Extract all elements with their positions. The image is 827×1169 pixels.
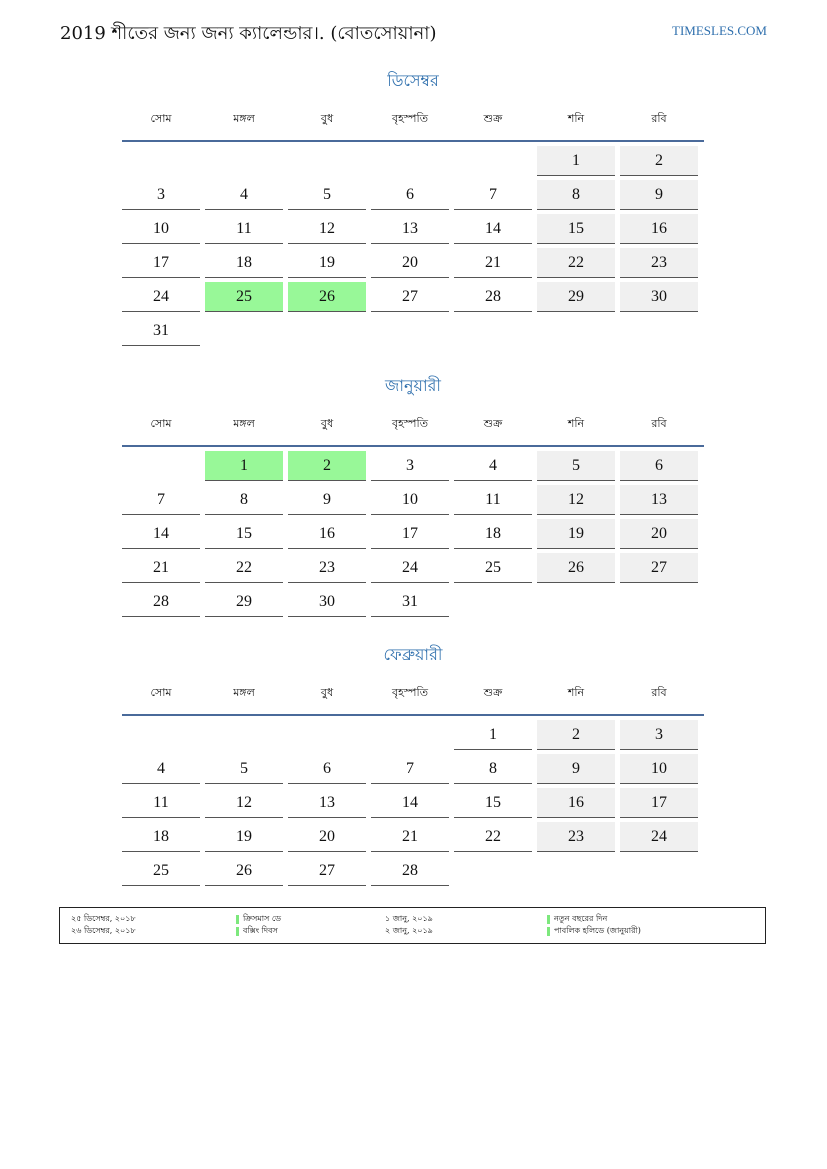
legend-holiday (236, 925, 278, 936)
day-cell: 31 (122, 316, 200, 346)
day-cell: 4 (454, 451, 532, 481)
day-cell: 26 (288, 282, 366, 312)
empty-cell (288, 316, 366, 346)
day-cell: 14 (122, 519, 200, 549)
day-cell: 27 (371, 282, 449, 312)
month-title: ডিসেম্বর (387, 71, 439, 90)
day-cell: 3 (620, 720, 698, 750)
day-cell: 21 (371, 822, 449, 852)
empty-cell (454, 316, 532, 346)
day-grid (122, 451, 704, 617)
day-cell: 9 (288, 485, 366, 515)
day-cell: 1 (537, 146, 615, 176)
legend-date: ১ জানু, ২০১৯ (385, 914, 433, 923)
day-cell: 5 (288, 180, 366, 210)
weekday-label: শনি (567, 112, 585, 125)
day-cell: 18 (205, 248, 283, 278)
legend-holiday-name: বক্সিং দিবস (243, 926, 278, 935)
empty-cell (620, 316, 698, 346)
legend-date: ২৫ ডিসেম্বর, ২০১৮ (71, 914, 136, 923)
day-cell: 6 (288, 754, 366, 784)
day-cell: 15 (537, 214, 615, 244)
day-cell: 17 (371, 519, 449, 549)
day-cell: 18 (122, 822, 200, 852)
empty-cell (537, 316, 615, 346)
day-cell: 30 (620, 282, 698, 312)
day-cell: 2 (537, 720, 615, 750)
day-cell: 23 (288, 553, 366, 583)
day-cell: 10 (620, 754, 698, 784)
day-cell: 22 (454, 822, 532, 852)
legend-holiday-name: নতুন বছরের দিন (554, 914, 608, 923)
day-cell: 17 (620, 788, 698, 818)
empty-cell (537, 587, 615, 617)
empty-cell (537, 856, 615, 886)
day-cell: 19 (537, 519, 615, 549)
day-cell: 24 (371, 553, 449, 583)
day-cell: 19 (288, 248, 366, 278)
weekday-header (122, 110, 704, 142)
day-cell: 28 (371, 856, 449, 886)
day-cell: 22 (205, 553, 283, 583)
day-cell: 27 (288, 856, 366, 886)
day-cell: 2 (288, 451, 366, 481)
day-cell: 24 (620, 822, 698, 852)
day-cell: 17 (122, 248, 200, 278)
weekday-label: সোম (150, 417, 172, 430)
day-cell: 6 (371, 180, 449, 210)
weekday-label: শনি (567, 686, 585, 699)
day-cell: 16 (288, 519, 366, 549)
day-cell: 26 (205, 856, 283, 886)
legend-date: ২ জানু, ২০১৯ (385, 926, 433, 935)
empty-cell (122, 146, 200, 176)
day-cell: 21 (122, 553, 200, 583)
day-cell: 2 (620, 146, 698, 176)
day-cell: 7 (371, 754, 449, 784)
holiday-marker (547, 915, 550, 924)
legend-holiday (547, 925, 641, 936)
day-cell: 3 (122, 180, 200, 210)
day-cell: 20 (620, 519, 698, 549)
weekday-label: সোম (150, 112, 172, 125)
holiday-marker (547, 927, 550, 936)
weekday-header (122, 415, 704, 447)
site-link[interactable]: TIMESLES.COM (672, 23, 767, 38)
day-cell: 26 (537, 553, 615, 583)
day-cell: 30 (288, 587, 366, 617)
day-cell: 1 (205, 451, 283, 481)
weekday-label: মঙ্গল (233, 686, 255, 699)
day-cell: 25 (122, 856, 200, 886)
day-cell: 12 (205, 788, 283, 818)
day-cell: 11 (205, 214, 283, 244)
day-cell: 31 (371, 587, 449, 617)
day-cell: 7 (122, 485, 200, 515)
weekday-label: বৃহস্পতি (392, 112, 428, 125)
day-cell: 21 (454, 248, 532, 278)
month-february (122, 644, 704, 886)
day-cell: 13 (620, 485, 698, 515)
month-december (122, 70, 704, 346)
legend-holiday-name: পাবলিক হলিডে (জানুয়ারী) (554, 926, 641, 935)
day-cell: 11 (122, 788, 200, 818)
day-cell: 9 (620, 180, 698, 210)
day-cell: 13 (371, 214, 449, 244)
day-cell: 5 (205, 754, 283, 784)
day-cell: 10 (371, 485, 449, 515)
holiday-marker (236, 915, 239, 924)
day-cell: 14 (371, 788, 449, 818)
weekday-label: শুক্র (483, 686, 503, 699)
day-cell: 25 (205, 282, 283, 312)
day-cell: 23 (620, 248, 698, 278)
day-cell: 11 (454, 485, 532, 515)
holiday-legend (59, 907, 766, 944)
legend-holiday (547, 913, 607, 924)
day-cell: 8 (205, 485, 283, 515)
empty-cell (205, 316, 283, 346)
day-cell: 12 (537, 485, 615, 515)
weekday-label: মঙ্গল (233, 112, 255, 125)
day-cell: 18 (454, 519, 532, 549)
empty-cell (371, 316, 449, 346)
day-cell: 29 (205, 587, 283, 617)
day-grid (122, 146, 704, 346)
weekday-label: বুধ (320, 686, 334, 699)
day-cell: 13 (288, 788, 366, 818)
weekday-label: রবি (651, 112, 667, 125)
day-cell: 19 (205, 822, 283, 852)
weekday-label: সোম (150, 686, 172, 699)
page-title: 2019 শীতের জন্য জন্য ক্যালেন্ডার।. (বোতসোয়ানা) (60, 23, 437, 44)
weekday-label: মঙ্গল (233, 417, 255, 430)
day-cell: 29 (537, 282, 615, 312)
weekday-label: বুধ (320, 112, 334, 125)
month-title: ফেব্রুয়ারী (383, 645, 443, 664)
empty-cell (288, 720, 366, 750)
month-january (122, 375, 704, 617)
day-cell: 5 (537, 451, 615, 481)
day-cell: 27 (620, 553, 698, 583)
day-cell: 1 (454, 720, 532, 750)
weekday-header (122, 684, 704, 716)
day-grid (122, 720, 704, 886)
weekday-label: শুক্র (483, 417, 503, 430)
weekday-label: শনি (567, 417, 585, 430)
empty-cell (122, 451, 200, 481)
empty-cell (454, 856, 532, 886)
day-cell: 4 (205, 180, 283, 210)
empty-cell (454, 587, 532, 617)
weekday-label: বুধ (320, 417, 334, 430)
day-cell: 15 (454, 788, 532, 818)
empty-cell (205, 720, 283, 750)
day-cell: 4 (122, 754, 200, 784)
weekday-label: বৃহস্পতি (392, 686, 428, 699)
empty-cell (288, 146, 366, 176)
day-cell: 7 (454, 180, 532, 210)
weekday-label: শুক্র (483, 112, 503, 125)
day-cell: 12 (288, 214, 366, 244)
day-cell: 8 (454, 754, 532, 784)
empty-cell (620, 587, 698, 617)
day-cell: 28 (122, 587, 200, 617)
empty-cell (205, 146, 283, 176)
legend-date: ২৬ ডিসেম্বর, ২০১৮ (71, 926, 136, 935)
legend-holiday-name: ক্রিসমাস ডে (243, 914, 281, 923)
empty-cell (371, 720, 449, 750)
day-cell: 16 (537, 788, 615, 818)
day-cell: 10 (122, 214, 200, 244)
weekday-label: রবি (651, 417, 667, 430)
holiday-marker (236, 927, 239, 936)
day-cell: 3 (371, 451, 449, 481)
empty-cell (620, 856, 698, 886)
empty-cell (454, 146, 532, 176)
month-title: জানুয়ারী (385, 376, 441, 395)
weekday-label: বৃহস্পতি (392, 417, 428, 430)
day-cell: 6 (620, 451, 698, 481)
day-cell: 20 (371, 248, 449, 278)
empty-cell (371, 146, 449, 176)
day-cell: 22 (537, 248, 615, 278)
day-cell: 16 (620, 214, 698, 244)
day-cell: 15 (205, 519, 283, 549)
weekday-label: রবি (651, 686, 667, 699)
day-cell: 23 (537, 822, 615, 852)
legend-holiday (236, 913, 281, 924)
day-cell: 9 (537, 754, 615, 784)
day-cell: 25 (454, 553, 532, 583)
day-cell: 8 (537, 180, 615, 210)
empty-cell (122, 720, 200, 750)
day-cell: 14 (454, 214, 532, 244)
day-cell: 20 (288, 822, 366, 852)
day-cell: 24 (122, 282, 200, 312)
day-cell: 28 (454, 282, 532, 312)
